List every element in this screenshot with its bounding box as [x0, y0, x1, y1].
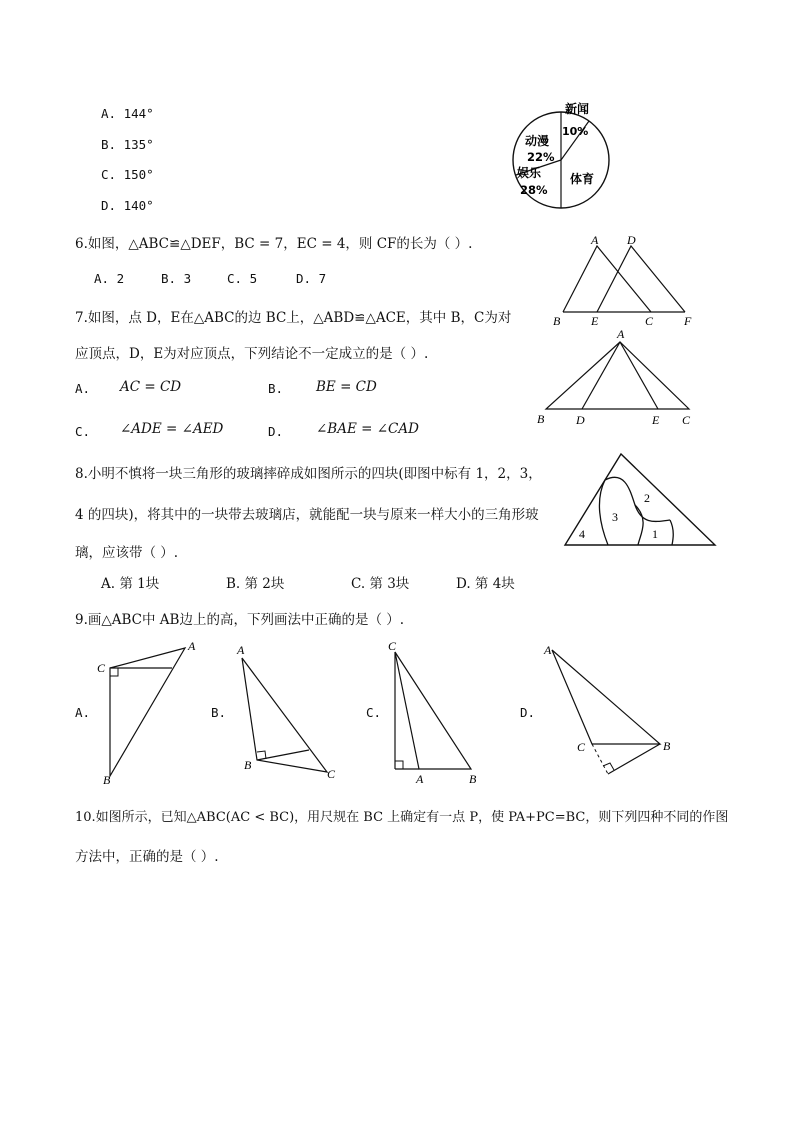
triangle-def: [597, 246, 685, 312]
q7-option-c-text: ∠ADE = ∠AED: [120, 421, 224, 437]
label-b: B: [553, 314, 561, 328]
piece-3: 3: [612, 510, 618, 524]
crack-3: [635, 505, 643, 545]
q9-figure-d: [540, 640, 680, 780]
q8-stem-line3: 璃，应该带（ ）.: [75, 545, 179, 561]
q7-option-c-letter: C.: [75, 424, 91, 439]
pie-percent-entertainment: 28%: [520, 183, 548, 197]
q5-option-a: A. 144°: [101, 106, 154, 121]
label-a: A: [237, 643, 245, 657]
label-d: D: [576, 413, 585, 427]
q5-pie-chart: [505, 95, 620, 215]
q7-option-a-text: AC = CD: [120, 379, 182, 395]
q8-figure: [560, 450, 720, 550]
q7-figure: [532, 325, 702, 430]
pie-label-entertainment: 娱乐: [517, 166, 542, 180]
piece-4: 4: [579, 527, 585, 541]
label-c: C: [97, 661, 106, 675]
triangle-abc: [546, 342, 689, 409]
label-b: B: [537, 412, 545, 426]
label-e: E: [652, 413, 660, 427]
pie-percent-anime: 22%: [527, 150, 555, 164]
q5-option-c: C. 150°: [101, 167, 154, 182]
q5-option-d: D. 140°: [101, 198, 154, 213]
q8-option-c: C. 第 3块: [351, 576, 410, 592]
piece-1: 1: [652, 527, 658, 541]
q7-option-b-letter: B.: [268, 381, 284, 396]
label-b: B: [103, 773, 111, 787]
q8-option-b: B. 第 2块: [226, 576, 285, 592]
q6-figure: [545, 232, 705, 332]
pie-label-anime: 动漫: [525, 134, 550, 148]
q8-option-a: A. 第 1块: [101, 576, 160, 592]
label-c: C: [645, 314, 654, 328]
label-a: A: [188, 639, 196, 653]
q7-option-b-text: BE = CD: [316, 379, 377, 395]
q8-option-d: D. 第 4块: [456, 576, 515, 592]
q6-option-a: A. 2: [94, 271, 125, 286]
q7-option-d-text: ∠BAE = ∠CAD: [316, 421, 419, 437]
q8-stem-line1: 8.小明不慎将一块三角形的玻璃摔碎成如图所示的四块(即图中标有 1，2，3，: [75, 466, 542, 482]
extension-line: [592, 744, 608, 774]
q7-stem-line1: 7.如图，点 D，E在△ABC的边 BC上，△ABD≌△ACE，其中 B，C为对: [75, 310, 512, 326]
q6-option-c: C. 5: [227, 271, 258, 286]
right-angle-mark: [603, 763, 614, 770]
triangle: [552, 650, 660, 744]
height-line: [608, 744, 660, 774]
crack-1: [599, 480, 608, 545]
q10-stem-line2: 方法中，正确的是（ ）.: [75, 849, 219, 865]
label-b: B: [663, 739, 671, 753]
triangle: [110, 648, 185, 776]
label-a: A: [544, 643, 552, 657]
q9-option-d: D.: [520, 705, 536, 720]
label-a: A: [591, 233, 599, 247]
pie-label-news: 新闻: [565, 102, 590, 116]
crack-4: [670, 520, 673, 545]
q7-option-d-letter: D.: [268, 424, 284, 439]
label-c: C: [388, 639, 397, 653]
right-angle-mark: [257, 751, 266, 759]
q9-option-c: C.: [366, 705, 382, 720]
q10-stem-line1: 10.如图所示，已知△ABC(AC < BC)，用尺规在 BC 上确定有一点 P，使 PA+PC=BC，则下列四种不同的作图: [75, 810, 729, 825]
q8-stem-line2: 4 的四块)，将其中的一块带去玻璃店，就能配一块与原来一样大小的三角形玻: [75, 507, 539, 523]
label-c: C: [577, 740, 586, 754]
right-angle-mark: [110, 668, 118, 676]
label-c: C: [327, 767, 336, 781]
q9-stem: 9.画△ABC中 AB边上的高，下列画法中正确的是（ ）.: [75, 612, 405, 628]
label-c: C: [682, 413, 691, 427]
q7-stem-line2: 应顶点，D，E为对应顶点，下列结论不一定成立的是（ ）.: [75, 346, 429, 362]
q9-option-b: B.: [211, 705, 227, 720]
label-e: E: [591, 314, 599, 328]
right-angle-mark: [395, 761, 403, 769]
label-a: A: [416, 772, 424, 786]
q5-option-b: B. 135°: [101, 137, 154, 152]
q7-option-a-letter: A.: [75, 381, 91, 396]
q9-option-a: A.: [75, 705, 91, 720]
label-f: F: [684, 314, 692, 328]
q6-option-b: B. 3: [161, 271, 192, 286]
q6-stem: 6.如图，△ABC≌△DEF，BC = 7，EC = 4，则 CF的长为（ ）.: [75, 236, 473, 252]
label-a: A: [617, 327, 625, 341]
pie-label-sports: 体育: [570, 172, 595, 186]
label-d: D: [627, 233, 636, 247]
glass-triangle: [565, 454, 715, 545]
triangle-abc: [563, 246, 651, 312]
label-b: B: [469, 772, 477, 786]
pie-percent-news: 10%: [562, 125, 589, 138]
segment-ae: [620, 342, 658, 409]
q9-figure-a: [95, 636, 205, 786]
q9-figure-c: [385, 638, 490, 785]
segment-ad: [582, 342, 620, 409]
label-b: B: [244, 758, 252, 772]
q6-option-d: D. 7: [296, 271, 327, 286]
triangle: [395, 652, 471, 769]
q9-figure-b: [230, 640, 345, 785]
piece-2: 2: [644, 491, 650, 505]
